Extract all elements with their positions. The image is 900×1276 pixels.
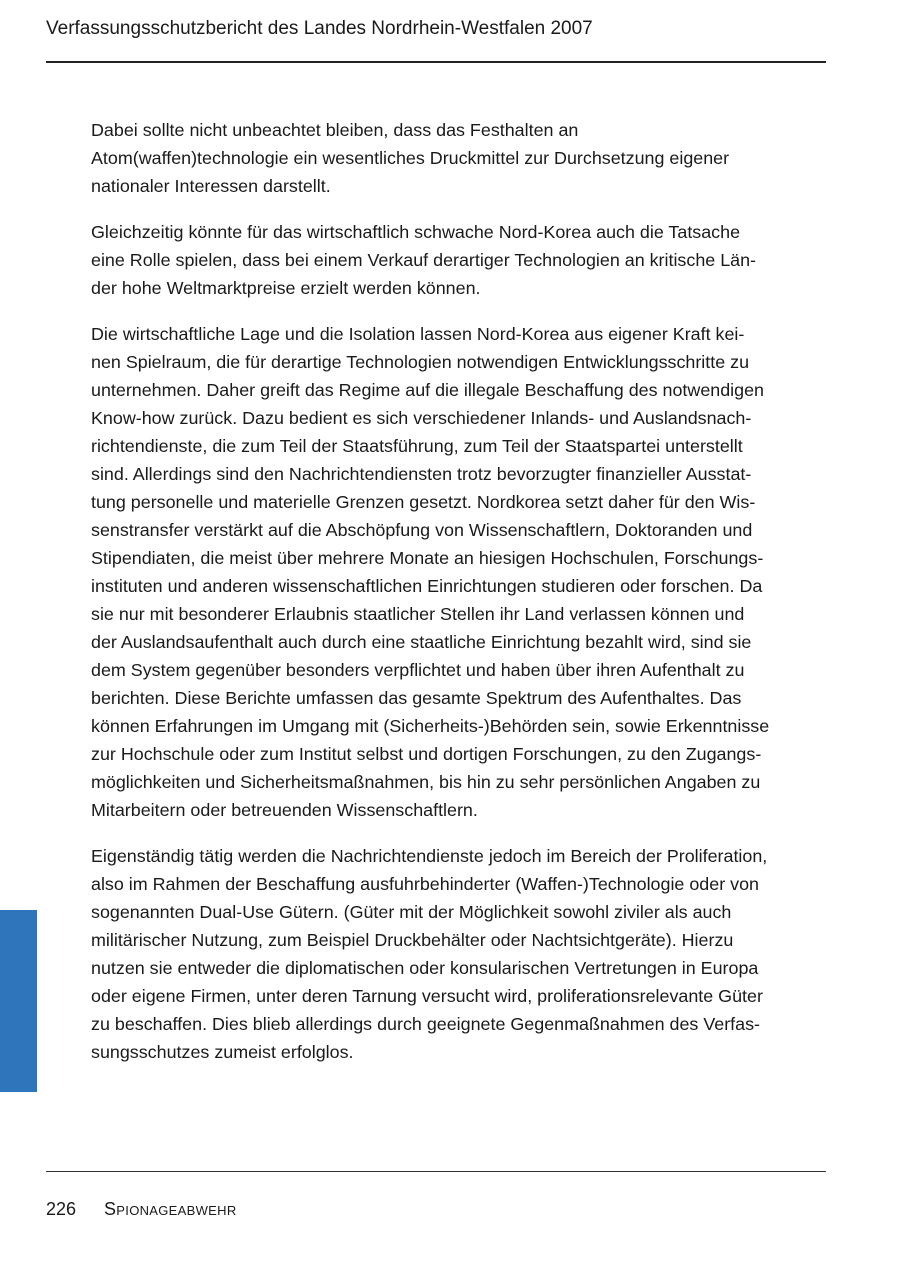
text-line: eine Rolle spielen, dass bei einem Verkauf derartiger Technologien an kritische Län- (91, 250, 757, 270)
chapter-side-tab (0, 910, 37, 1092)
text-line: militärischer Nutzung, zum Beispiel Druckbehälter oder Nachtsichtgeräte). Hierzu (91, 930, 734, 950)
text-line: Know-how zurück. Dazu bedient es sich verschiedener Inlands- und Auslandsnach- (91, 408, 752, 428)
text-line: möglichkeiten und Sicherheitsmaßnahmen, bis hin zu sehr persönlichen Angaben zu (91, 772, 761, 792)
text-line: also im Rahmen der Beschaffung ausfuhrbehinderter (Waffen-)Technologie oder von (91, 874, 759, 894)
paragraph (91, 116, 823, 200)
text-line: Gleichzeitig könnte für das wirtschaftlich schwache Nord-Korea auch die Tatsache (91, 222, 741, 242)
text-line: nen Spielraum, die für derartige Technologien notwendigen Entwicklungsschritte zu (91, 352, 750, 372)
paragraph (91, 320, 823, 824)
text-line: Atom(waffen)technologie ein wesentliches Druckmittel zur Durchsetzung eigener (91, 148, 730, 168)
header-divider (46, 61, 826, 63)
text-line: senstransfer verstärkt auf die Abschöpfung von Wissenschaftlern, Doktoranden und (91, 520, 753, 540)
text-line: Eigenständig tätig werden die Nachrichtendienste jedoch im Bereich der Proliferation, (91, 846, 768, 866)
text-line: sogenannten Dual-Use Gütern. (Güter mit der Möglichkeit sowohl ziviler als auch (91, 902, 732, 922)
text-line: zur Hochschule oder zum Institut selbst und dortigen Forschungen, zu den Zugangs- (91, 744, 762, 764)
text-line: richtendienste, die zum Teil der Staatsführung, zum Teil der Staatspartei unterstellt (91, 436, 743, 456)
footer-divider (46, 1171, 826, 1172)
text-line: sie nur mit besonderer Erlaubnis staatlicher Stellen ihr Land verlassen können und (91, 604, 745, 624)
text-line: sind. Allerdings sind den Nachrichtendiensten trotz bevorzugter finanzieller Ausstat- (91, 464, 752, 484)
paragraph (91, 842, 823, 1066)
text-line: Die wirtschaftliche Lage und die Isolation lassen Nord-Korea aus eigener Kraft kei- (91, 324, 745, 344)
text-line: nutzen sie entweder die diplomatischen oder konsularischen Vertretungen in Europa (91, 958, 759, 978)
page-number: 226 (46, 1199, 77, 1219)
text-line: Mitarbeitern oder betreuenden Wissenschaftlern. (91, 800, 478, 820)
text-line: können Erfahrungen im Umgang mit (Sicherheits-)Behörden sein, sowie Erkenntnisse (91, 716, 770, 736)
text-line: tung personelle und materielle Grenzen gesetzt. Nordkorea setzt daher für den Wis- (91, 492, 756, 512)
text-line: der hohe Weltmarktpreise erzielt werden können. (91, 278, 481, 298)
body-text (91, 116, 823, 1084)
section-title: Spionageabwehr (104, 1199, 237, 1219)
text-line: instituten und anderen wissenschaftlichen Einrichtungen studieren oder forschen. Da (91, 576, 763, 596)
paragraph (91, 218, 823, 302)
text-line: unternehmen. Daher greift das Regime auf die illegale Beschaffung des notwendigen (91, 380, 764, 400)
text-line: zu beschaffen. Dies blieb allerdings durch geeignete Gegenmaßnahmen des Verfas- (91, 1014, 760, 1034)
text-line: berichten. Diese Berichte umfassen das gesamte Spektrum des Aufenthaltes. Das (91, 688, 742, 708)
text-line: nationaler Interessen darstellt. (91, 176, 331, 196)
text-line: sungsschutzes zumeist erfolglos. (91, 1042, 354, 1062)
text-line: Stipendiaten, die meist über mehrere Monate an hiesigen Hochschulen, Forschungs- (91, 548, 764, 568)
header-title: Verfassungsschutzbericht des Landes Nordrhein-Westfalen 2007 (46, 18, 593, 39)
text-line: Dabei sollte nicht unbeachtet bleiben, dass das Festhalten an (91, 120, 579, 140)
text-line: der Auslandsaufenthalt auch durch eine staatliche Einrichtung bezahlt wird, sind sie (91, 632, 752, 652)
text-line: oder eigene Firmen, unter deren Tarnung versucht wird, proliferationsrelevante Güter (91, 986, 763, 1006)
text-line: dem System gegenüber besonders verpflichtet und haben über ihren Aufenthalt zu (91, 660, 745, 680)
